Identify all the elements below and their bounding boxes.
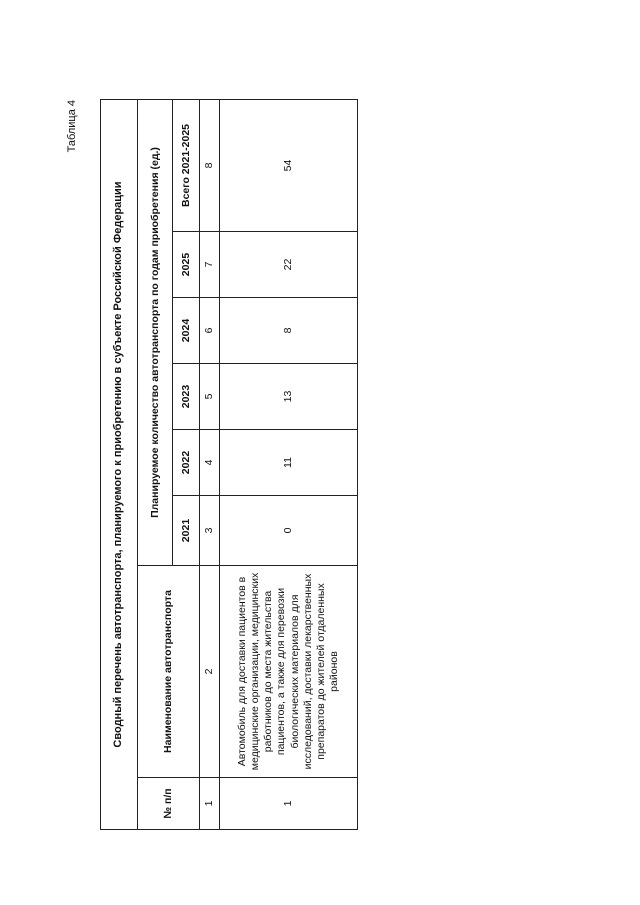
header-year-2025: 2025	[173, 232, 200, 298]
column-number: 2	[200, 566, 220, 778]
row-num: 1	[220, 778, 358, 830]
row-value-2025: 22	[220, 232, 358, 298]
header-year-2023: 2023	[173, 364, 200, 430]
column-number: 5	[200, 364, 220, 430]
column-number: 8	[200, 99, 220, 231]
title-row	[101, 99, 138, 829]
column-number: 7	[200, 232, 220, 298]
column-number: 6	[200, 298, 220, 364]
table-label: Таблица 4	[66, 100, 78, 153]
header-year-2022: 2022	[173, 430, 200, 496]
header-year-2024: 2024	[173, 298, 200, 364]
row-value-2023: 13	[220, 364, 358, 430]
row-value-2021: 0	[220, 496, 358, 566]
header-row-1	[138, 99, 173, 829]
row-value-2024: 8	[220, 298, 358, 364]
rotated-table-container	[66, 100, 358, 830]
row-vehicle-name: Автомобиль для доставки пациентов в медицинские организации, медицинских работников до места жительства пациентов, а также для перевозки биологических материалов для исследований, доставки лекарственных препаратов до жителей отдаленных районов	[220, 566, 358, 778]
row-value-2022: 11	[220, 430, 358, 496]
document-page	[66, 100, 358, 830]
header-planned: Планируемое количество автотранспорта по годам приобретения (ед.)	[138, 99, 173, 565]
column-number-row	[200, 99, 220, 829]
row-value-total: 54	[220, 99, 358, 231]
summary-table	[100, 99, 358, 830]
table-title: Сводный перечень автотранспорта, планируемого к приобретению в субъекте Российской Федерации	[101, 99, 138, 829]
table-row	[220, 99, 358, 829]
column-number: 3	[200, 496, 220, 566]
header-year-2021: 2021	[173, 496, 200, 566]
header-name: Наименование автотранспорта	[138, 566, 200, 778]
header-num: № п/п	[138, 778, 200, 830]
column-number: 4	[200, 430, 220, 496]
column-number: 1	[200, 778, 220, 830]
header-year-total: Всего 2021-2025	[173, 99, 200, 231]
